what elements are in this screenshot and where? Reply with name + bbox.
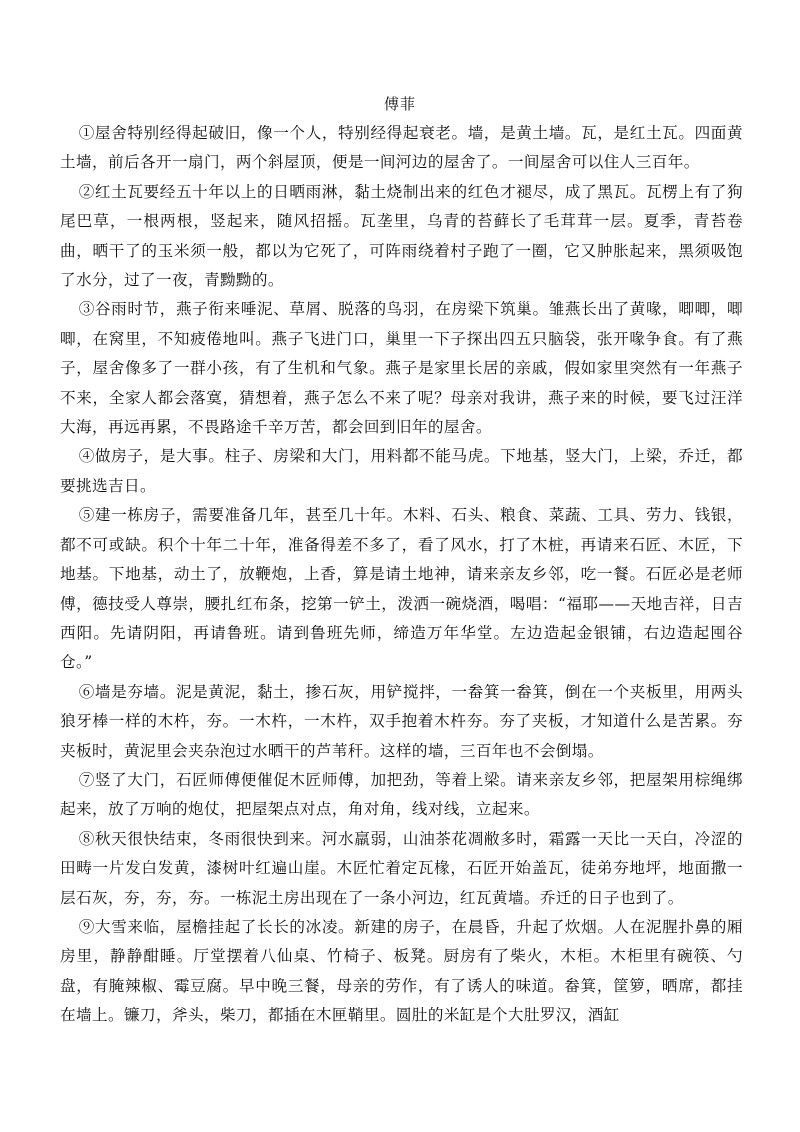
paragraph-1: ①屋舍特别经得起破旧，像一个人，特别经得起衰老。墙，是黄土墙。瓦，是红土瓦。四面黄土墙，前后各开一扇门，两个斜屋顶，便是一间河边的屋舍了。一间屋舍可以住人三百年。 [60, 124, 743, 172]
paragraph-7: ⑦竖了大门，石匠师傅便催促木匠师傅，加把劲，等着上梁。请来亲友乡邻，把屋架用棕绳绑起来，放了万响的炮仗，把屋架点对点，角对角，线对线，立起来。 [60, 770, 743, 819]
paragraph-8: ⑧秋天很快结束，冬雨很快到来。河水羸弱，山油茶花凋敝多时，霜露一天比一天白，冷涩的田畴一片发白发黄，漆树叶红遍山崖。木匠忙着定瓦椽，石匠开始盖瓦，徒弟夯地坪，地面撒一层石灰，夯，夯，夯。一栋泥土房出现在了一条小河边，红瓦黄墙。乔迁的日子也到了。 [60, 829, 743, 907]
paragraph-6: ⑥墙是夯墙。泥是黄泥，黏土，掺石灰，用铲搅拌，一畚箕一畚箕，倒在一个夹板里，用两头狼牙棒一样的木杵，夯。一木杵，一木杵，双手抱着木杵夯。夯了夹板，才知道什么是苦累。夯夹板时，黄泥里会夹杂泡过水晒干的芦苇秆。这样的墙，三百年也不会倒塌。 [60, 682, 743, 760]
paragraph-2: ②红土瓦要经五十年以上的日晒雨淋，黏土烧制出来的红色才褪尽，成了黑瓦。瓦楞上有了狗尾巴草，一根两根，竖起来，随风招摇。瓦垄里，乌青的苔藓长了毛茸茸一层。夏季，青苔卷曲，晒干了的玉米须一般，都以为它死了，可阵雨绕着村子跑了一圈，它又肿胀起来，黑须吸饱了水分，过了一夜，青黝黝的。 [60, 182, 743, 290]
paragraph-4: ④做房子，是大事。柱子、房梁和大门，用料都不能马虎。下地基，竖大门，上梁，乔迁，都要挑选吉日。 [60, 447, 743, 495]
paragraph-5: ⑤建一栋房子，需要准备几年，甚至几十年。木料、石头、粮食、菜蔬、工具、劳力、钱银，都不可或缺。积个十年二十年，准备得差不多了，看了风水，打了木桩，再请来石匠、木匠，下地基。下地基，动土了，放鞭炮，上香，算是请土地神，请来亲友乡邻，吃一餐。石匠必是老师傅，德技受人尊崇，腰扎红布条，挖第一铲土，泼洒一碗烧酒，喝唱：“福耶——天地吉祥，日吉西阳。先请阴阳，再请鲁班。请到鲁班先师，缔造万年华堂。左边造起金银铺，右边造起囤谷仓。” [60, 506, 743, 672]
document-body [60, 119, 743, 1031]
paragraph-9: ⑨大雪来临，屋檐挂起了长长的冰凌。新建的房子，在晨昏，升起了炊烟。人在泥腥扑鼻的厢房里，静静酣睡。厅堂摆着八仙桌、竹椅子、板凳。厨房有了柴火，木柜。木柜里有碗筷、勺盘，有腌辣椒、霉豆腐。早中晚三餐，母亲的劳作，有了诱人的味道。畚箕，筐箩，晒席，都挂在墙上。镰刀，斧头，柴刀，都插在木匣鞘里。圆肚的米缸是个大肚罗汉，酒缸 [60, 917, 743, 1025]
document-title: 傅菲 [383, 95, 416, 113]
paragraph-3: ③谷雨时节，燕子衔来唾泥、草屑、脱落的鸟羽，在房梁下筑巢。雏燕长出了黄喙，唧唧，唧唧，在窝里，不知疲倦地叫。燕子飞进门口，巢里一下子探出四五只脑袋，张开喙争食。有了燕子，屋舍像多了一群小孩，有了生机和气象。燕子是家里长居的亲戚，假如家里突然有一年燕子不来，全家人都会落寞，猜想着，燕子怎么不来了呢？母亲对我讲，燕子来的时候，要飞过汪洋大海，再远再累，不畏路途千辛万苦，都会回到旧年的屋舍。 [60, 300, 743, 437]
